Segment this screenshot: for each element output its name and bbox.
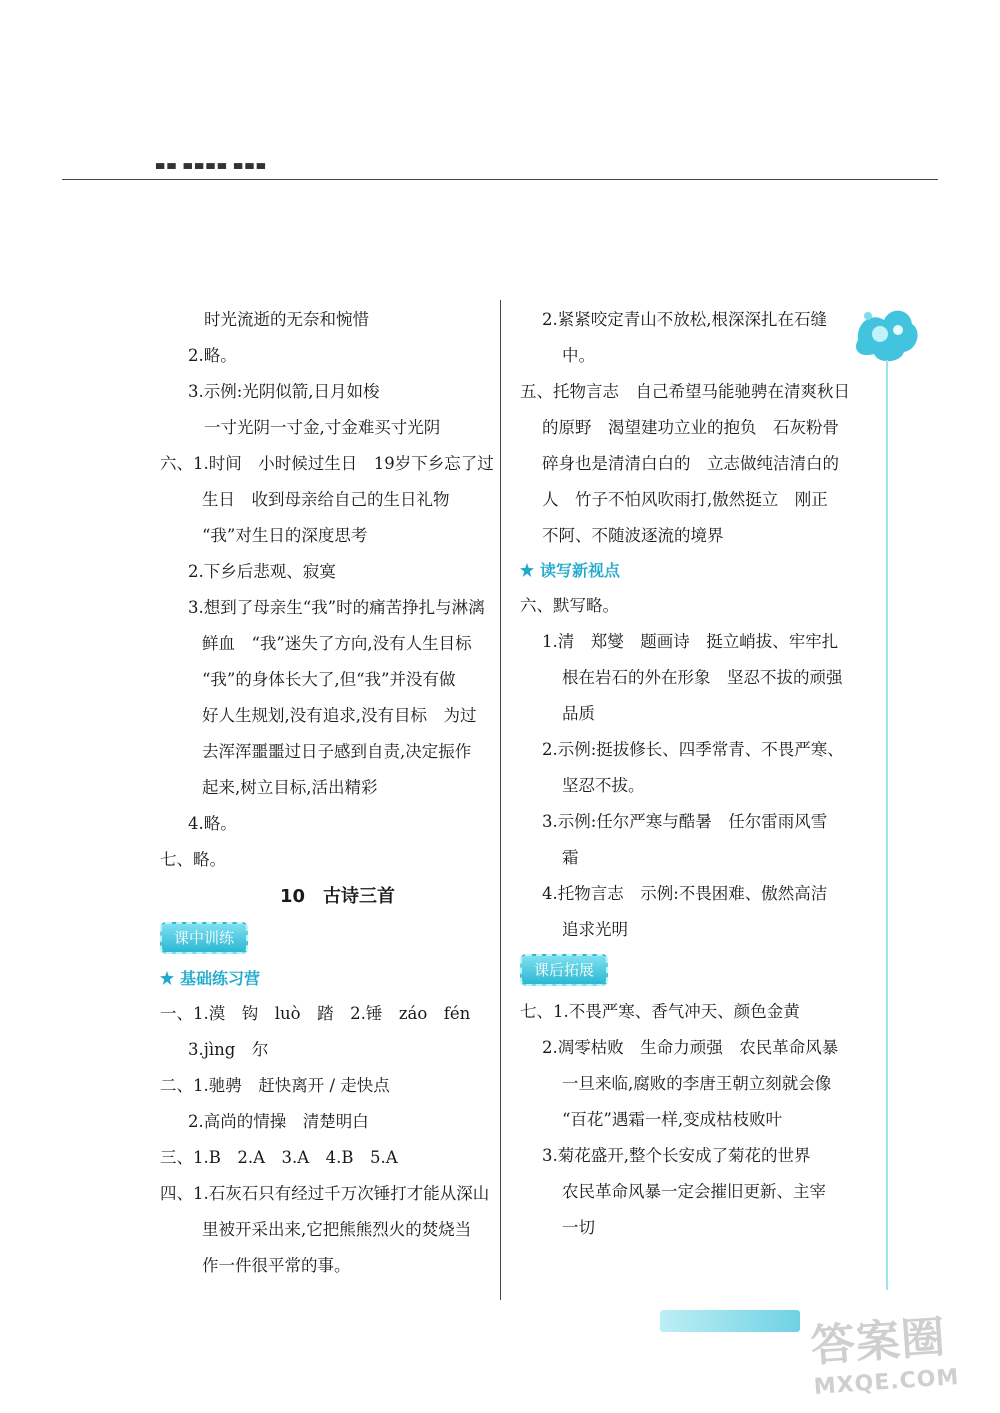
- answer-line: 2.高尚的情操 清楚明白: [188, 1112, 369, 1131]
- answer-line: 农民革命风暴一定会摧旧更新、主宰: [562, 1182, 826, 1201]
- splash-decoration-icon: [850, 300, 922, 366]
- answer-line: 坚忍不拔。: [562, 776, 645, 795]
- answer-line: 三、1.B 2.A 3.A 4.B 5.A: [160, 1148, 398, 1167]
- answer-line: 不阿、不随波逐流的境界: [542, 526, 724, 545]
- answer-line: 2.略。: [188, 346, 237, 365]
- footer-bar: [660, 1310, 800, 1332]
- answer-line: 3.想到了母亲生“我”时的痛苦挣扎与淋漓: [188, 598, 485, 617]
- after-class-badge: 课后拓展: [520, 954, 608, 986]
- right-column: [520, 302, 860, 1246]
- column-divider: [500, 300, 501, 1300]
- star-icon: [520, 563, 534, 577]
- answer-line: 一寸光阴一寸金,寸金难买寸光阴: [204, 418, 441, 437]
- answer-line: 时光流逝的无奈和惋惜: [204, 310, 369, 329]
- answer-line: 3.示例:光阴似箭,日月如梭: [188, 382, 380, 401]
- answer-line: 鲜血 “我”迷失了方向,没有人生目标: [202, 634, 472, 653]
- answer-line: 追求光明: [562, 920, 628, 939]
- answer-line: 去浑浑噩噩过日子感到自责,决定振作: [202, 742, 472, 761]
- answer-line: 里被开采出来,它把熊熊烈火的焚烧当: [202, 1220, 472, 1239]
- answer-line: 2.紧紧咬定青山不放松,根深深扎在石缝: [542, 310, 827, 329]
- margin-line: [886, 360, 888, 1290]
- answer-line: 1.清 郑燮 题画诗 挺立峭拔、牢牢扎: [542, 632, 839, 651]
- answer-line: 碎身也是清清白白的 立志做纯洁清白的: [542, 454, 839, 473]
- answer-line: 起来,树立目标,活出精彩: [202, 778, 378, 797]
- left-column: [160, 302, 495, 1284]
- answer-line: 五、托物言志 自己希望马能驰骋在清爽秋日: [520, 382, 850, 401]
- answer-line: 一切: [562, 1218, 595, 1237]
- answer-line: 3.示例:任尔严寒与酷暑 任尔雷雨风雪: [542, 812, 828, 831]
- answer-line: 4.略。: [188, 814, 237, 833]
- answer-line: “百花”遇霜一样,变成枯枝败叶: [562, 1110, 783, 1129]
- answer-line: 七、略。: [160, 850, 226, 869]
- section-heading-basic: 基础练习营: [160, 962, 495, 996]
- answer-line: 2.示例:挺拔修长、四季常青、不畏严寒、: [542, 740, 844, 759]
- answer-line: “我”对生日的深度思考: [202, 526, 368, 545]
- answer-line: 一旦来临,腐败的李唐王朝立刻就会像: [562, 1074, 832, 1093]
- answer-line: 4.托物言志 示例:不畏困难、傲然高洁: [542, 884, 828, 903]
- answer-line: 根在岩石的外在形象 坚忍不拔的顽强: [562, 668, 843, 687]
- header-rule: [62, 179, 938, 180]
- answer-line: 人 竹子不怕风吹雨打,傲然挺立 刚正: [542, 490, 828, 509]
- answer-line: 六、1.时间 小时候过生日 19岁下乡忘了过: [160, 454, 494, 473]
- in-class-badge: 课中训练: [160, 922, 248, 954]
- answer-line: 好人生规划,没有追求,没有目标 为过: [202, 706, 477, 725]
- answer-line: 一、1.漠 钩 luò 踏 2.锤 záo fén: [160, 1004, 471, 1023]
- answer-line: 六、默写略。: [520, 596, 619, 615]
- answer-line: 中。: [562, 346, 595, 365]
- running-header: ■■ ■■■■ ■■■: [155, 161, 268, 171]
- answer-line: 作一件很平常的事。: [202, 1256, 351, 1275]
- answer-line: 3.jìng 尔: [188, 1040, 269, 1059]
- section-heading-read-write: 读写新视点: [520, 554, 860, 588]
- answer-line: 七、1.不畏严寒、香气冲天、颜色金黄: [520, 1002, 800, 1021]
- answer-line: 的原野 渴望建功立业的抱负 石灰粉骨: [542, 418, 839, 437]
- answer-line: 二、1.驰骋 赶快离开 / 走快点: [160, 1076, 390, 1095]
- answer-line: 2.凋零枯败 生命力顽强 农民革命风暴: [542, 1038, 839, 1057]
- answer-line: 四、1.石灰石只有经过千万次锤打才能从深山: [160, 1184, 490, 1203]
- answer-line: “我”的身体长大了,但“我”并没有做: [202, 670, 456, 689]
- answer-line: 3.菊花盛开,整个长安成了菊花的世界: [542, 1146, 811, 1165]
- answer-line: 霜: [562, 848, 579, 867]
- watermark: 答案圈 MXQE.COM: [809, 1311, 961, 1400]
- star-icon: [160, 971, 174, 985]
- lesson-title: 10 古诗三首: [279, 886, 396, 907]
- answer-line: 品质: [562, 704, 595, 723]
- answer-line: 2.下乡后悲观、寂寞: [188, 562, 336, 581]
- answer-line: 生日 收到母亲给自己的生日礼物: [202, 490, 450, 509]
